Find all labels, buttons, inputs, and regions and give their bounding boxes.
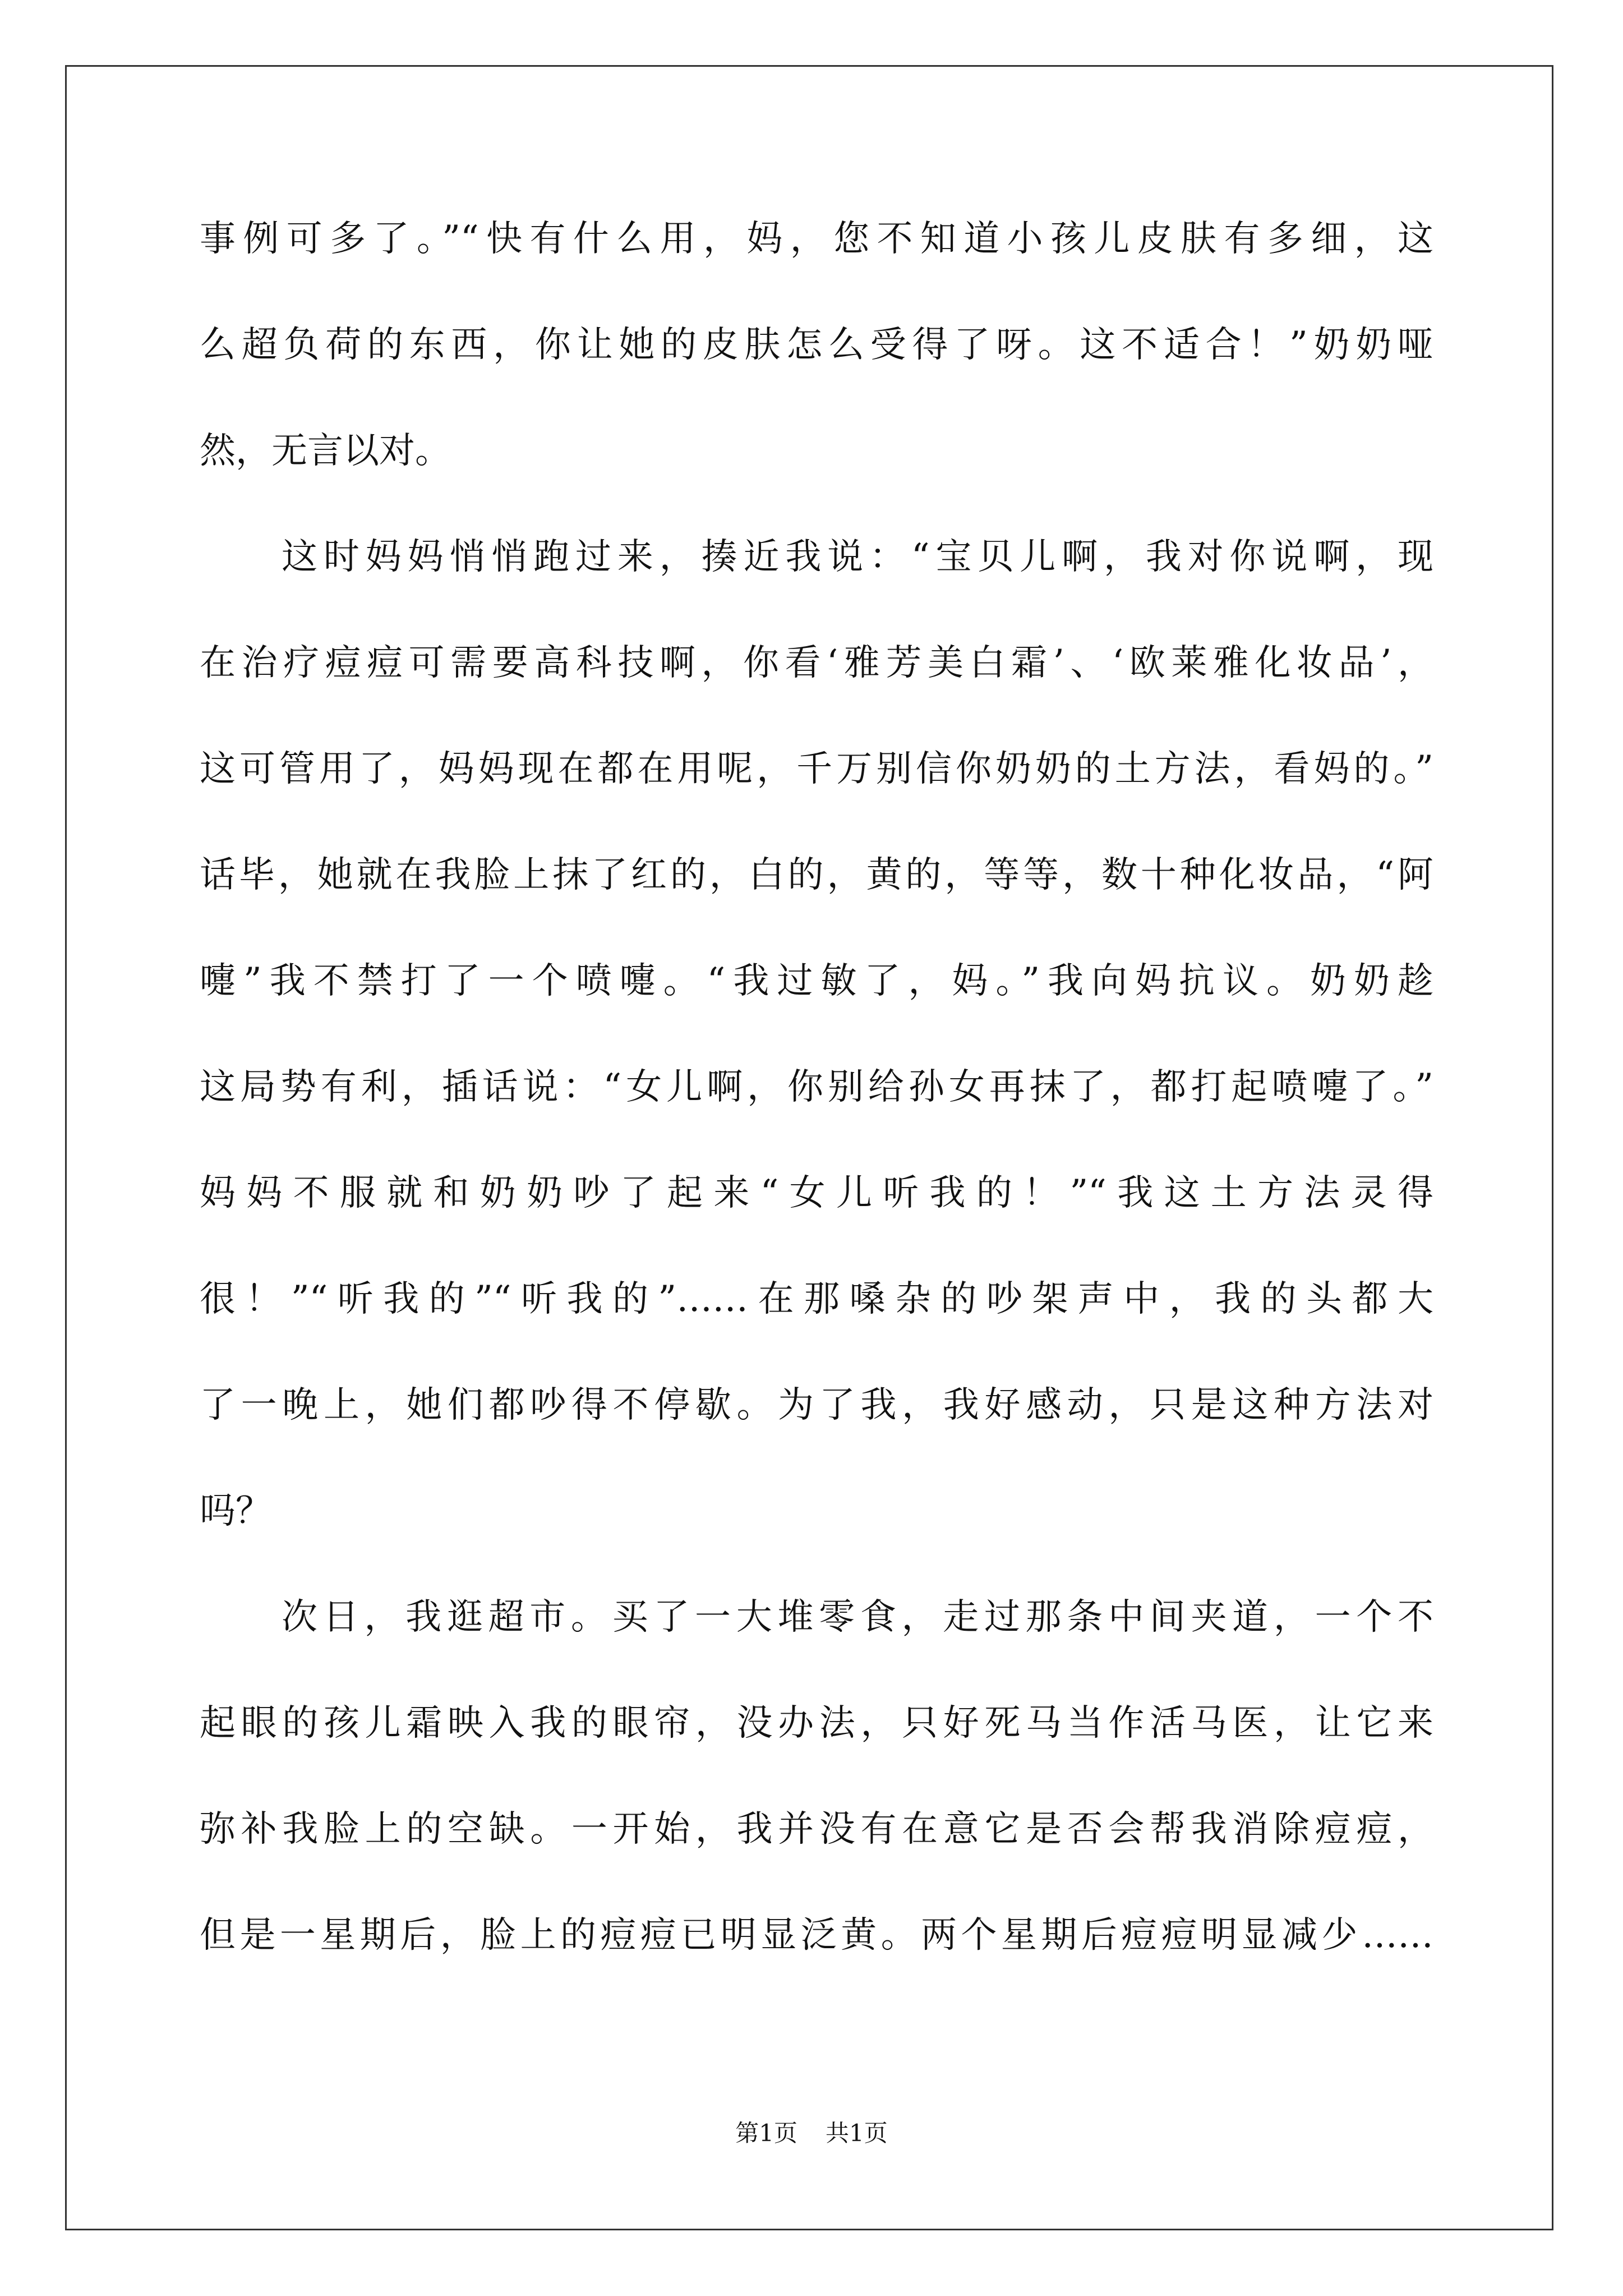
text-line: 在治疗痘痘可需要高科技啊，你看‘雅芳美白霜’、‘欧莱雅化妆品’，: [200, 642, 1433, 684]
text-line: 然，无言以对。: [200, 430, 451, 472]
text-line: 么超负荷的东西，你让她的皮肤怎么受得了呀。这不适合！”奶奶哑: [200, 324, 1433, 366]
text-line: 很！”“听我的”“听我的”……在那嗓杂的吵架声中，我的头都大: [200, 1278, 1433, 1320]
text-line: 弥补我脸上的空缺。一开始，我并没有在意它是否会帮我消除痘痘，: [200, 1809, 1433, 1850]
text-line: 这局势有利，插话说：“女儿啊，你别给孙女再抹了，都打起喷嚏了。”: [200, 1066, 1433, 1108]
document-body: [200, 211, 1433, 2013]
text-line: 但是一星期后，脸上的痘痘已明显泛黄。两个星期后痘痘明显减少……: [200, 1915, 1433, 1956]
page-footer: [0, 2115, 1623, 2148]
page-number: 第1页: [735, 2119, 797, 2147]
text-line: 了一晚上，她们都吵得不停歇。为了我，我好感动，只是这种方法对: [200, 1384, 1433, 1426]
text-line: 话毕，她就在我脸上抹了红的，白的，黄的，等等，数十种化妆品，“阿: [200, 854, 1433, 896]
text-line: 这时妈妈悄悄跑过来，揍近我说：“宝贝儿啊，我对你说啊，现: [282, 536, 1433, 578]
text-line: 起眼的孩儿霜映入我的眼帘，没办法，只好死马当作活马医，让它来: [200, 1703, 1433, 1744]
text-line: 这可管用了，妈妈现在都在用呢，千万别信你奶奶的土方法，看妈的。”: [200, 748, 1433, 790]
text-line: 吗？: [200, 1490, 271, 1532]
page-total: 共1页: [826, 2119, 888, 2147]
text-line: 次日，我逛超市。买了一大堆零食，走过那条中间夹道，一个不: [282, 1596, 1433, 1638]
text-line: 妈妈不服就和奶奶吵了起来“女儿听我的！”“我这土方法灵得: [200, 1172, 1433, 1214]
text-line: 嚏”我不禁打了一个喷嚏。“我过敏了，妈。”我向妈抗议。奶奶趁: [200, 960, 1433, 1002]
text-line: 事例可多了。”“快有什么用，妈，您不知道小孩儿皮肤有多细，这: [200, 218, 1433, 260]
